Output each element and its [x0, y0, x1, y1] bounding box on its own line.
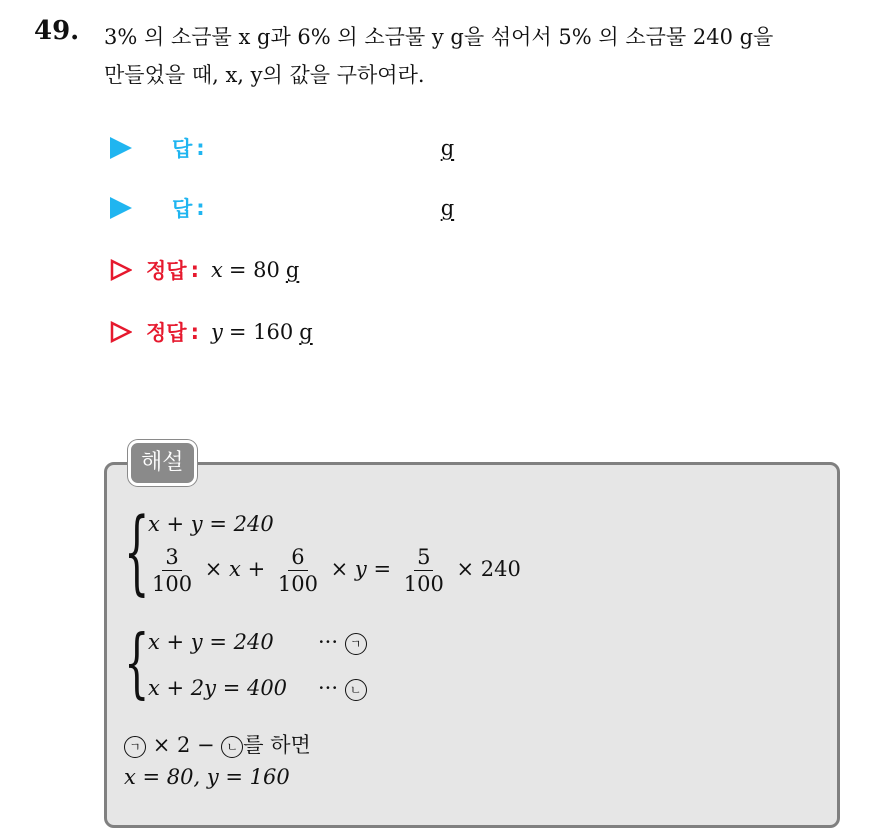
question-number: 49. [34, 16, 80, 46]
question-text [104, 18, 874, 94]
question-line-1: 3% 의 소금물 x g과 6% 의 소금물 y g을 섞어서 5% 의 소금물 240 g을 [104, 25, 774, 49]
correct-label: 정답 [146, 259, 187, 283]
answer-label: 답 [172, 197, 193, 221]
answer-unit: g [440, 196, 455, 220]
circled-nieun-icon: ㄴ [221, 736, 243, 758]
answer-colon: : [196, 196, 205, 220]
fraction: $\frac{5}{100}$ [403, 545, 444, 596]
system2-dots-2: ··· ㄴ [318, 676, 367, 701]
system2-line1: x + y = 240 [148, 630, 274, 654]
solution-step: ㄱ × 2 − ㄴ 를 하면 [124, 729, 311, 759]
correct-unit: g [299, 320, 313, 344]
answer-unit: g [440, 136, 455, 160]
play-triangle-icon [110, 137, 132, 159]
correct-var: y [210, 320, 223, 344]
answer-colon: : [196, 136, 205, 160]
solution-tag: 해설 [128, 440, 197, 486]
fraction: $\frac{3}{100}$ [152, 545, 193, 596]
question-line-2: 만들었을 때, x, y의 값을 구하여라. [104, 63, 425, 87]
correct-colon: : [190, 320, 199, 344]
answer-row-2 [110, 191, 454, 225]
play-triangle-icon [110, 197, 132, 219]
brace-icon: { [124, 500, 150, 606]
answer-row-1 [110, 131, 454, 165]
correct-unit: g [285, 258, 300, 282]
outline-triangle-icon [110, 259, 132, 281]
system2-line2: x + 2y = 400 [148, 676, 288, 700]
answer-label: 답 [172, 137, 193, 161]
circled-nieun-icon: ㄴ [345, 679, 367, 701]
correct-eq: = 80 [228, 258, 280, 282]
outline-triangle-icon [110, 321, 132, 343]
circled-giyeok-icon: ㄱ [345, 633, 367, 655]
system2-dots-1: ··· ㄱ [318, 630, 367, 655]
system1-line1: x + y = 240 [148, 512, 274, 536]
correct-label: 정답 [146, 321, 187, 345]
correct-eq: = 160 [228, 320, 294, 344]
solution-result: x = 80, y = 160 [124, 765, 290, 789]
correct-colon: : [190, 258, 199, 282]
brace-icon: { [124, 620, 150, 708]
circled-giyeok-icon: ㄱ [124, 736, 146, 758]
correct-var: x [210, 258, 223, 282]
correct-row-1 [110, 253, 299, 287]
fraction: $\frac{6}{100}$ [277, 545, 318, 596]
system1-line2: $\frac{3}{100}$ × x + $\frac{6}{100}$ × y = $\frac{5}{100}$ × 240 [146, 544, 521, 597]
correct-row-2 [110, 315, 313, 349]
